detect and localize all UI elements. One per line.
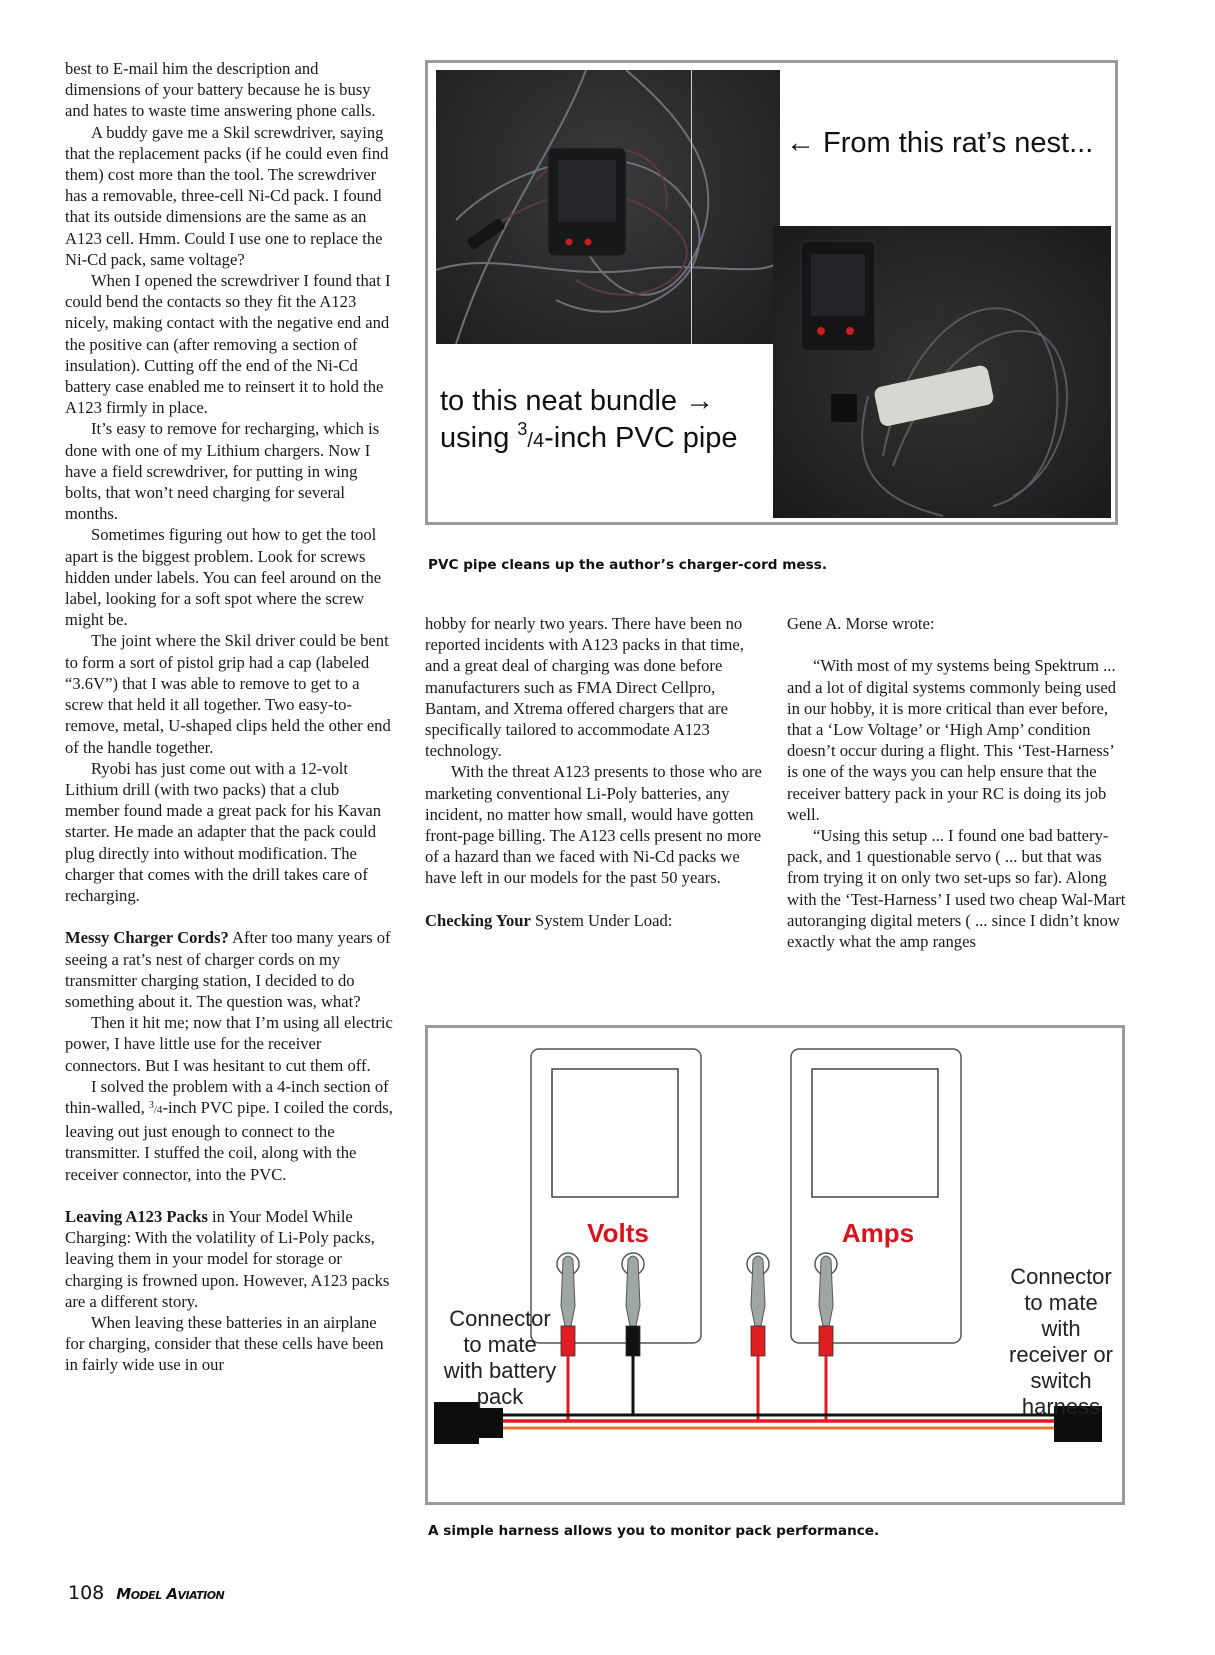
diagram-caption: A simple harness allows you to monitor pack performance. xyxy=(428,1523,880,1539)
harness-diagram-figure xyxy=(425,1025,1125,1505)
article-column-3 xyxy=(787,613,1127,952)
receiver-connector xyxy=(831,394,857,422)
label-to-neat-bundle xyxy=(440,383,738,460)
bundled-cords-illustration xyxy=(773,226,1111,518)
paragraph: It’s easy to remove for recharging, which is done with one of my Lithium chargers. Now I have a field screwdriver, for putting in wing bolts, that won’t need charging for several months. xyxy=(65,419,380,524)
label-line: Connector xyxy=(449,1306,551,1331)
amp-meter-display xyxy=(812,1069,938,1197)
probe-plug xyxy=(561,1256,575,1326)
paragraph xyxy=(65,1076,397,1185)
label-line: pack xyxy=(476,1384,524,1409)
paragraph: Sometimes figuring out how to get the tool apart is the biggest problem. Look for screws hidden under labels. You can feel around on the label, looking for a soft spot where the screw might be. xyxy=(65,525,382,630)
paragraph-text: -inch PVC pipe. I coiled the cords, leaving out just enough to connect to the transmitter. I stuffed the coil, along with the receiver connector, into the PVC. xyxy=(65,1097,393,1184)
article-column-2 xyxy=(425,613,765,931)
paragraph: When I opened the screwdriver I found that I could bend the contacts so they fit the A123 nicely, making contact with the negative end and the positive can (after removing a section of insulation). Cutting off the end of the Ni-Cd battery case enabled me to reinsert it to hold the A123 firmly in place. xyxy=(65,271,391,418)
label-line: to mate xyxy=(1024,1290,1098,1315)
volts-label: Volts xyxy=(587,1218,649,1248)
photo-figure xyxy=(425,60,1118,525)
photo-caption: PVC pipe cleans up the author’s charger-cord mess. xyxy=(428,557,827,573)
section-heading: Leaving A123 Packs xyxy=(65,1206,208,1226)
fraction-numerator: 3 xyxy=(148,1099,154,1111)
page-number: 108 xyxy=(68,1582,105,1604)
charger-led xyxy=(585,239,592,246)
label-line: with battery xyxy=(443,1358,557,1383)
photo-neat-bundle xyxy=(773,226,1111,518)
paragraph: “With most of my systems being Spektrum ... and a lot of digital systems commonly being used in our hobby, it is more critical than ever before, that a ‘Low Voltage’ or ‘High Amp’ condition doesn’t occur during a flight. This ‘Test-Harness’ is one of the ways you can help ensure that the receiver battery pack in your RC is doing its job well. xyxy=(787,656,1117,824)
paragraph: Gene A. Morse wrote: xyxy=(787,614,935,633)
photo-seam xyxy=(691,70,692,344)
paragraph: hobby for nearly two years. There have been no reported incidents with A123 packs in that time, and a great deal of charging was done before manufacturers such as FMA Direct Cellpro, Bantam, and Xtrema offered chargers that are specifically tailored to accommodate A123 technology. xyxy=(425,614,744,761)
tangled-cords-illustration xyxy=(436,70,780,344)
paragraph: “Using this setup ... I found one bad battery-pack, and 1 questionable servo ( ... but that was from trying it on only two set-ups so far). Along with the ‘Test-Harness’ I used two cheap Wal-Mart autoranging digital meters ( ... since I didn’t know exactly what the amp ranges xyxy=(787,826,1126,952)
paragraph: With the threat A123 presents to those who are marketing conventional Li-Poly batteries, any incident, no matter how small, would have gotten front-page billing. The A123 cells present no more of a hazard than we faced with Ni-Cd packs we have left in our models for the past 50 years. xyxy=(425,762,762,888)
probe-plug xyxy=(819,1256,833,1326)
paragraph xyxy=(425,910,765,931)
fraction-denominator: /4 xyxy=(527,430,545,452)
amps-label: Amps xyxy=(841,1218,915,1248)
label-line: harness xyxy=(1021,1394,1101,1419)
battery-connector-shell xyxy=(473,1408,503,1438)
probe-sleeve xyxy=(626,1326,640,1356)
label-line xyxy=(440,420,738,460)
battery-connector-label xyxy=(443,1306,557,1409)
probe-plug xyxy=(626,1256,640,1326)
label-line: with xyxy=(1041,1316,1081,1341)
magazine-name: Model Aviation xyxy=(116,1585,225,1603)
battery-connector xyxy=(434,1402,479,1444)
paragraph: Then it hit me; now that I’m using all electric power, I have little use for the receiver connectors. But I was hesitant to cut them off. xyxy=(65,1013,393,1075)
paragraph-text: After too many years of seeing a rat’s nest of charger cords on my transmitter charging station, I decided to do something about it. The question was, what? xyxy=(65,928,391,1011)
label-text: -inch PVC pipe xyxy=(544,422,738,454)
paragraph: best to E-mail him the description and dimensions of your battery because he is busy and hates to waste time answering phone calls. xyxy=(65,59,376,121)
amp-probe-input xyxy=(747,1253,769,1421)
charger-label xyxy=(811,254,865,316)
label-line: to mate xyxy=(463,1332,537,1357)
label-line: switch xyxy=(1030,1368,1092,1393)
paragraph: Ryobi has just come out with a 12-volt Lithium drill (with two packs) that a club member found made a great pack for his Kavan starter. He made an adapter that the pack could plug directly into without modification. The charger that comes with the drill takes care of recharging. xyxy=(65,758,382,905)
pvc-pipe xyxy=(873,364,995,427)
paragraph: The joint where the Skil driver could be bent to form a sort of pistol grip had a cap (labeled “3.6V”) that I was able to remove to get to a screw that held it all together. Two easy-to-remove, metal, U-shaped clips held the other end of the handle together. xyxy=(65,631,391,757)
charger-label xyxy=(558,160,616,222)
paragraph xyxy=(65,927,397,1012)
fraction-denominator: /4 xyxy=(153,1103,163,1116)
paragraph-text: in Your Model While Charging: With the volatility of Li-Poly packs, leaving them in your model for storage or charging is frowned upon. However, A123 packs are a different story. xyxy=(65,1206,390,1311)
label-line: Connector xyxy=(1010,1264,1112,1289)
label-text: using xyxy=(440,422,518,454)
receiver-connector-label xyxy=(1009,1264,1113,1419)
probe-sleeve xyxy=(561,1326,575,1356)
section-heading: Messy Charger Cords? xyxy=(65,928,229,948)
paragraph: When leaving these batteries in an airplane for charging, consider that these cells have been in fairly wide use in our xyxy=(65,1312,384,1375)
article-column-1 xyxy=(65,58,397,1376)
fraction-numerator: 3 xyxy=(517,419,528,439)
paragraph xyxy=(65,1206,397,1312)
harness-diagram xyxy=(428,1028,1122,1502)
probe-sleeve xyxy=(819,1326,833,1356)
charger-led xyxy=(817,327,825,335)
photo-tangled-charger-cords xyxy=(436,70,780,344)
paragraph: A buddy gave me a Skil screwdriver, saying that the replacement packs (if he could even find them) cost more than the tool. The screwdriver has a removable, three-cell Ni-Cd pack. I found that its outside dimensions are the same as an A123 cell. Hmm. Could I use one to replace the Ni-Cd pack, same voltage? xyxy=(65,122,389,269)
label-line: receiver or xyxy=(1009,1342,1113,1367)
probe-sleeve xyxy=(751,1326,765,1356)
page-footer xyxy=(68,1582,224,1604)
charger-led xyxy=(846,327,854,335)
label-from-rats-nest: ← From this rat’s nest... xyxy=(786,127,1094,159)
section-heading: Checking Your xyxy=(425,910,531,930)
label-line: to this neat bundle → xyxy=(440,385,715,417)
probe-plug xyxy=(751,1256,765,1326)
volt-meter-display xyxy=(552,1069,678,1197)
plug xyxy=(466,218,506,251)
paragraph-text: I solved the problem with a 4-inch section of thin-walled, xyxy=(65,1076,389,1117)
paragraph-text: System Under Load: xyxy=(530,910,673,930)
charger-led xyxy=(566,239,573,246)
